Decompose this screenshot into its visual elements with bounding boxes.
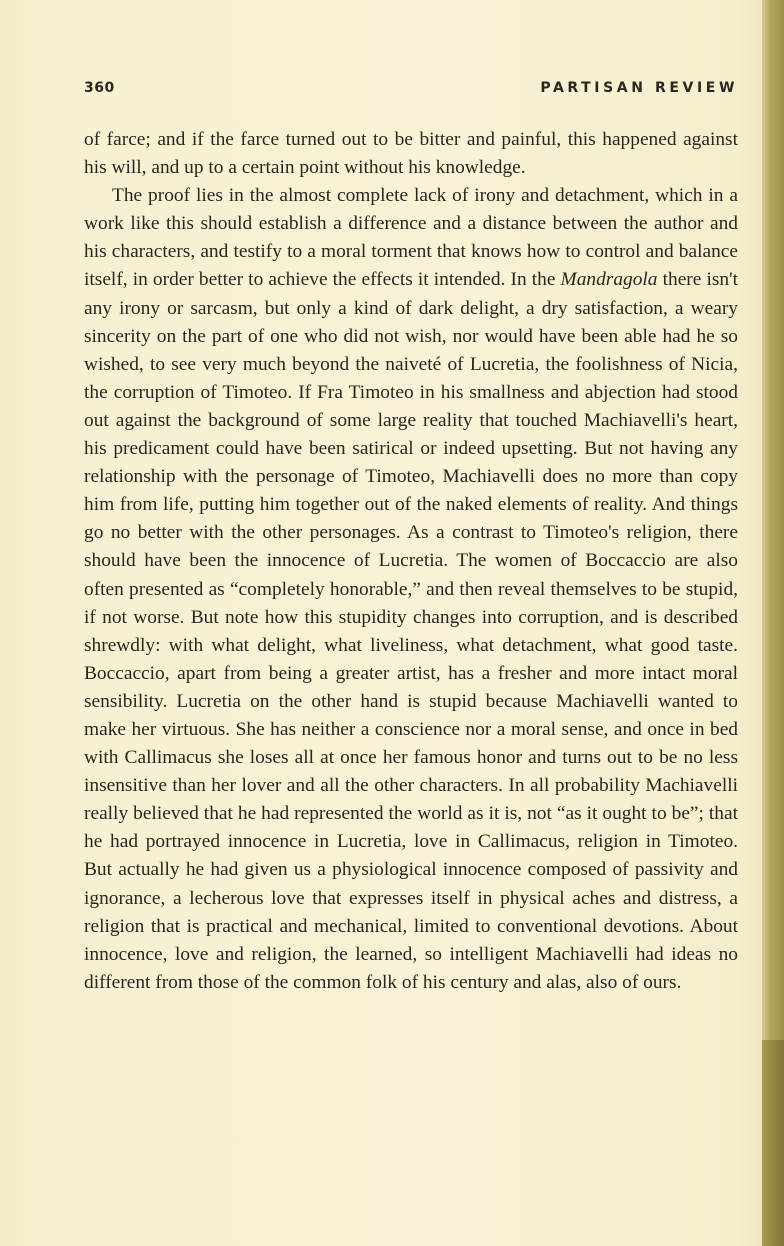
paragraph-2 xyxy=(84,182,738,997)
paragraph-2-text-after-title: there isn't any irony or sarcasm, but only a kind of dark delight, a dry satisfaction, a weary sincerity on the part of one who did not wish, nor would have been able had he so wished, to see very much beyond the naiveté of Lucretia, the foolishness of Nicia, the corruption of Timoteo. If Fra Timoteo in his smallness and abjection had stood out against the background of some large reality that touched Machiavelli's heart, his predicament could have been satirical or indeed upsetting. But not having any relationship with the personage of Timoteo, Machiavelli does no more than copy him from life, putting him together out of the naked elements of reality. And things go no better with the other personages. As a contrast to Timoteo's religion, there should have been the innocence of Lucretia. The women of Boccaccio are also often presented as “completely honorable,” and then reveal themselves to be stupid, if not worse. But note how this stupidity changes into corruption, and is described shrewdly: with what delight, what liveliness, what detachment, what good taste. Boccaccio, apart from being a greater artist, has a fresher and more intact moral sensibility. Lucretia on the other hand is stupid because Machiavelli wanted to make her virtuous. She has neither a conscience nor a moral sense, and once in bed with Callimacus she loses all at once her famous honor and turns out to be no less insensitive than her lover and all the other characters. In all probability Machiavelli really believed that he had represented the world as it is, not “as it ought to be”; that he had portrayed innocence in Lucretia, love in Callimacus, religion in Timoteo. But actually he had given us a physiological innocence composed of passivity and ignorance, a lecherous love that expresses itself in physical aches and distress, a religion that is practical and mechanical, limited to conventional devotions. About innocence, love and religion, the learned, so intelligent Machiavelli had ideas no different from those of the common folk of his century and alas, also of ours. xyxy=(84,269,738,993)
work-title-italic: Mandragola xyxy=(560,269,658,291)
running-head: PARTISAN REVIEW xyxy=(540,80,738,96)
page-edge-dark xyxy=(762,1040,784,1246)
paragraph-2-text-before-title: The proof lies in the almost complete lack of irony and detachment, which in a work like this should establish a difference and a distance between the author and his characters, and testify to a moral torment that knows how to control and balance itself, in order better to achieve the effects it intended. In the xyxy=(84,185,738,291)
paragraph-1: of farce; and if the farce turned out to be bitter and painful, this happened against his will, and up to a certain point without his knowledge. xyxy=(84,129,738,179)
page-number: 360 xyxy=(84,80,115,96)
body-text xyxy=(84,126,738,997)
page-header xyxy=(84,80,738,102)
